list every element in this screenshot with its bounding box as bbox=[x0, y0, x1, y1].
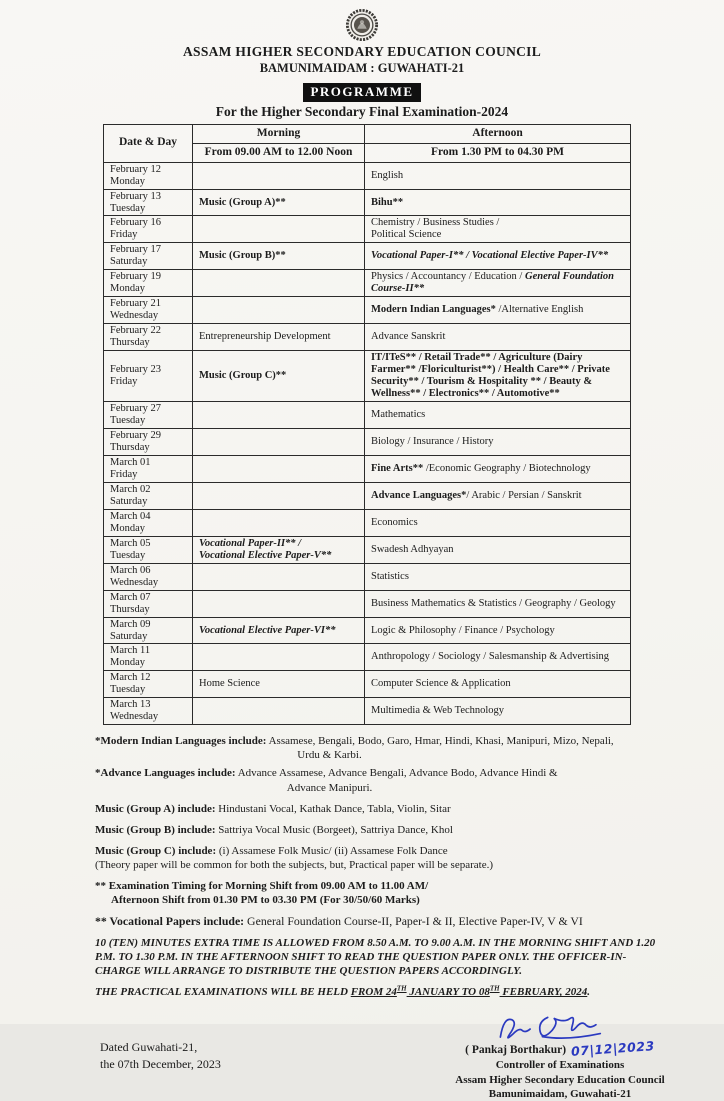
dated-date: the 07th December, 2023 bbox=[100, 1056, 221, 1071]
day-text: Tuesday bbox=[110, 202, 146, 214]
day-text: Tuesday bbox=[110, 415, 146, 426]
document-footer bbox=[0, 1009, 724, 1101]
date-text: March 07 bbox=[110, 591, 151, 603]
handwritten-signature bbox=[489, 1007, 630, 1046]
day-text: Thursday bbox=[110, 441, 150, 453]
afternoon-subject-cell: Statistics bbox=[365, 563, 631, 590]
afternoon-subject-cell: Mathematics bbox=[365, 402, 631, 429]
note-line: Urdu & Karbi. bbox=[297, 749, 362, 762]
date-cell bbox=[104, 644, 193, 671]
afternoon-subject-cell: Chemistry / Business Studies / Political Science bbox=[365, 216, 631, 243]
date-cell bbox=[104, 189, 193, 216]
day-text: Saturday bbox=[110, 630, 148, 642]
date-text: March 01 bbox=[110, 456, 151, 468]
date-cell bbox=[104, 270, 193, 297]
note-line: *Advance Languages include: Advance Assamese, Advance Bengali, Advance Bodo, Advance Hindi & bbox=[95, 767, 558, 780]
examination-timing-note bbox=[95, 879, 667, 907]
date-text: March 12 bbox=[110, 672, 151, 684]
date-cell bbox=[104, 216, 193, 243]
afternoon-subject-cell: Advance Sanskrit bbox=[365, 324, 631, 351]
date-cell bbox=[104, 590, 193, 617]
music-group-b-note bbox=[95, 823, 667, 837]
schedule-header bbox=[104, 125, 631, 163]
day-text: Friday bbox=[110, 376, 138, 388]
programme-title: PROGRAMME bbox=[303, 83, 420, 102]
schedule-row bbox=[104, 428, 631, 455]
schedule-row bbox=[104, 455, 631, 482]
date-text: February 23 bbox=[110, 364, 162, 376]
note-line: ** Examination Timing for Morning Shift from 09.00 AM to 11.00 AM/ bbox=[95, 879, 429, 892]
date-cell bbox=[104, 563, 193, 590]
date-cell bbox=[104, 536, 193, 563]
date-cell bbox=[104, 671, 193, 698]
notes-section bbox=[95, 734, 667, 999]
morning-subject-cell bbox=[193, 482, 365, 509]
afternoon-subject-cell: IT/ITeS** / Retail Trade** / Agriculture (Dairy Farmer** /Floriculturist**) / Health Care** / Private Security** / Tourism & Hospitality ** / Beauty & Wellness** / Electronics** / Automotive** bbox=[365, 351, 631, 402]
signature-block bbox=[424, 1009, 696, 1101]
day-text: Monday bbox=[110, 522, 145, 534]
schedule-row bbox=[104, 644, 631, 671]
afternoon-subject-cell: Biology / Insurance / History bbox=[365, 428, 631, 455]
afternoon-subject-cell: Vocational Paper-I** / Vocational Elective Paper-IV** bbox=[365, 243, 631, 270]
note-line: THE PRACTICAL EXAMINATIONS WILL BE HELD FROM 24TH JANUARY TO 08TH FEBRUARY, 2024. bbox=[95, 984, 591, 999]
date-text: February 21 bbox=[110, 298, 162, 310]
morning-subject-cell: Home Science bbox=[193, 671, 365, 698]
note-line: Music (Group C) include: (i) Assamese Folk Music/ (ii) Assamese Folk Dance bbox=[95, 844, 448, 857]
morning-subject-cell bbox=[193, 402, 365, 429]
morning-subject-cell bbox=[193, 644, 365, 671]
date-cell bbox=[104, 455, 193, 482]
note-line: Afternoon Shift from 01.30 PM to 03.30 PM (For 30/50/60 Marks) bbox=[111, 893, 420, 906]
date-cell bbox=[104, 428, 193, 455]
day-text: Monday bbox=[110, 657, 145, 669]
note-line: Music (Group A) include: Hindustani Vocal, Kathak Dance, Tabla, Violin, Sitar bbox=[95, 802, 451, 815]
morning-subject-cell bbox=[193, 698, 365, 725]
dated-place: Dated Guwahati-21, bbox=[100, 1040, 198, 1055]
signatory-place: Bamunimaidam, Guwahati-21 bbox=[488, 1088, 632, 1100]
date-text: February 17 bbox=[110, 244, 162, 256]
schedule-row bbox=[104, 617, 631, 644]
schedule-row bbox=[104, 671, 631, 698]
schedule-row bbox=[104, 509, 631, 536]
date-text: March 04 bbox=[110, 510, 151, 522]
morning-subject-cell: Music (Group A)** bbox=[193, 189, 365, 216]
date-text: March 05 bbox=[110, 537, 151, 549]
morning-subject-cell: Entrepreneurship Development bbox=[193, 324, 365, 351]
morning-subject-cell bbox=[193, 270, 365, 297]
schedule-row bbox=[104, 482, 631, 509]
col-header-morning: Morning bbox=[193, 125, 365, 144]
day-text: Wednesday bbox=[110, 576, 159, 588]
schedule-row bbox=[104, 216, 631, 243]
afternoon-subject-cell: Advance Languages*/ Arabic / Persian / Sanskrit bbox=[365, 482, 631, 509]
morning-subject-cell bbox=[193, 563, 365, 590]
afternoon-subject-cell: Bihu** bbox=[365, 189, 631, 216]
council-address: BAMUNIMAIDAM : GUWAHATI-21 bbox=[259, 61, 465, 75]
date-text: February 19 bbox=[110, 271, 162, 283]
afternoon-subject-cell: Physics / Accountancy / Education / General Foundation Course-II** bbox=[365, 270, 631, 297]
day-text: Saturday bbox=[110, 495, 148, 507]
music-group-c-note bbox=[95, 844, 667, 872]
day-text: Tuesday bbox=[110, 549, 146, 561]
afternoon-subject-cell: Economics bbox=[365, 509, 631, 536]
date-cell bbox=[104, 509, 193, 536]
signatory-name: ( Pankaj Borthakur) bbox=[465, 1044, 567, 1057]
morning-subject-cell bbox=[193, 428, 365, 455]
music-group-a-note bbox=[95, 802, 667, 816]
schedule-row bbox=[104, 324, 631, 351]
date-cell bbox=[104, 698, 193, 725]
col-header-afternoon: Afternoon bbox=[365, 125, 631, 144]
schedule-body bbox=[104, 162, 631, 725]
schedule-row bbox=[104, 402, 631, 429]
note-line: Music (Group B) include: Sattriya Vocal Music (Borgeet), Sattriya Dance, Khol bbox=[95, 823, 453, 836]
schedule-row bbox=[104, 351, 631, 402]
signatory-org: Assam Higher Secondary Education Council bbox=[455, 1073, 665, 1086]
note-line: Advance Manipuri. bbox=[286, 781, 373, 794]
date-cell bbox=[104, 482, 193, 509]
afternoon-subject-cell: Business Mathematics & Statistics / Geography / Geology bbox=[365, 590, 631, 617]
vocational-papers-note bbox=[95, 914, 667, 929]
signatory-name-row bbox=[424, 1038, 696, 1060]
document-header bbox=[0, 8, 724, 120]
date-cell bbox=[104, 617, 193, 644]
date-cell bbox=[104, 162, 193, 189]
schedule-row bbox=[104, 243, 631, 270]
signatory-title: Controller of Examinations bbox=[495, 1059, 625, 1072]
col-header-morning-time: From 09.00 AM to 12.00 Noon bbox=[193, 143, 365, 162]
col-header-date: Date & Day bbox=[104, 125, 193, 163]
afternoon-subject-cell: Anthropology / Sociology / Salesmanship & Advertising bbox=[365, 644, 631, 671]
day-text: Thursday bbox=[110, 337, 150, 349]
schedule-row bbox=[104, 189, 631, 216]
col-header-afternoon-time: From 1.30 PM to 04.30 PM bbox=[365, 143, 631, 162]
note-line: (Theory paper will be common for both the subjects, but, Practical paper will be separate.) bbox=[95, 858, 494, 871]
date-text: February 27 bbox=[110, 403, 162, 415]
date-text: February 16 bbox=[110, 217, 162, 229]
morning-subject-cell bbox=[193, 162, 365, 189]
dated-block bbox=[100, 1039, 221, 1071]
date-text: March 13 bbox=[110, 699, 151, 711]
note-line: ** Vocational Papers include: General Foundation Course-II, Paper-I & II, Elective Paper-IV, V & VI bbox=[95, 914, 583, 929]
date-text: February 22 bbox=[110, 325, 162, 337]
day-text: Tuesday bbox=[110, 684, 146, 696]
morning-subject-cell: Music (Group B)** bbox=[193, 243, 365, 270]
schedule-row bbox=[104, 698, 631, 725]
practical-exams-note bbox=[95, 985, 667, 999]
schedule-row bbox=[104, 590, 631, 617]
morning-subject-cell: Music (Group C)** bbox=[193, 351, 365, 402]
schedule-row bbox=[104, 162, 631, 189]
exam-schedule-table bbox=[103, 124, 631, 725]
afternoon-subject-cell: Logic & Philosophy / Finance / Psychology bbox=[365, 617, 631, 644]
afternoon-subject-cell: English bbox=[365, 162, 631, 189]
date-text: March 11 bbox=[110, 645, 151, 657]
date-text: March 02 bbox=[110, 483, 151, 495]
note-line: 10 (TEN) MINUTES EXTRA TIME IS ALLOWED FROM 8.50 A.M. TO 9.00 A.M. IN THE MORNING SHIFT AND 1.20 P.M. TO 1.30 P.M. IN THE AFTERNOON SHIFT TO READ THE QUESTION PAPER ONLY. THE OFFICER-IN-CHARGE WILL ARRANGE TO DISTRIBUTE THE QUESTION PAPERS ACCORDINGLY. bbox=[95, 937, 656, 978]
extra-time-note bbox=[95, 936, 667, 978]
date-text: February 13 bbox=[110, 190, 162, 202]
morning-subject-cell bbox=[193, 297, 365, 324]
council-name: ASSAM HIGHER SECONDARY EDUCATION COUNCIL bbox=[182, 44, 542, 59]
day-text: Wednesday bbox=[110, 711, 159, 723]
handwritten-date: 07|12|2023 bbox=[570, 1038, 656, 1060]
schedule-row bbox=[104, 536, 631, 563]
afternoon-subject-cell: Multimedia & Web Technology bbox=[365, 698, 631, 725]
date-cell bbox=[104, 324, 193, 351]
morning-subject-cell bbox=[193, 455, 365, 482]
day-text: Friday bbox=[110, 468, 138, 480]
schedule-row bbox=[104, 297, 631, 324]
day-text: Saturday bbox=[110, 256, 148, 268]
morning-subject-cell: Vocational Elective Paper-VI** bbox=[193, 617, 365, 644]
day-text: Monday bbox=[110, 283, 145, 295]
afternoon-subject-cell: Computer Science & Application bbox=[365, 671, 631, 698]
morning-subject-cell bbox=[193, 509, 365, 536]
council-seal-logo bbox=[345, 8, 379, 42]
programme-subtitle: For the Higher Secondary Final Examination-2024 bbox=[215, 104, 509, 119]
schedule-row bbox=[104, 563, 631, 590]
day-text: Friday bbox=[110, 229, 138, 241]
afternoon-subject-cell: Swadesh Adhyayan bbox=[365, 536, 631, 563]
day-text: Thursday bbox=[110, 603, 150, 615]
afternoon-subject-cell: Modern Indian Languages* /Alternative English bbox=[365, 297, 631, 324]
date-text: March 09 bbox=[110, 618, 151, 630]
modern-indian-languages-note bbox=[95, 734, 667, 762]
day-text: Wednesday bbox=[110, 310, 159, 322]
morning-subject-cell bbox=[193, 590, 365, 617]
schedule-row bbox=[104, 270, 631, 297]
day-text: Monday bbox=[110, 175, 145, 187]
date-cell bbox=[104, 351, 193, 402]
date-cell bbox=[104, 243, 193, 270]
programme-title-wrap bbox=[0, 83, 724, 102]
morning-subject-cell: Vocational Paper-II** / Vocational Elective Paper-V** bbox=[193, 536, 365, 563]
afternoon-subject-cell: Fine Arts** /Economic Geography / Biotechnology bbox=[365, 455, 631, 482]
advance-languages-note bbox=[95, 766, 667, 794]
date-cell bbox=[104, 402, 193, 429]
morning-subject-cell bbox=[193, 216, 365, 243]
date-text: February 29 bbox=[110, 429, 162, 441]
date-text: February 12 bbox=[110, 163, 162, 175]
date-text: March 06 bbox=[110, 564, 151, 576]
note-line: *Modern Indian Languages include: Assamese, Bengali, Bodo, Garo, Hmar, Hindi, Khasi, Manipuri, Mizo, Nepali, bbox=[95, 735, 614, 748]
date-cell bbox=[104, 297, 193, 324]
